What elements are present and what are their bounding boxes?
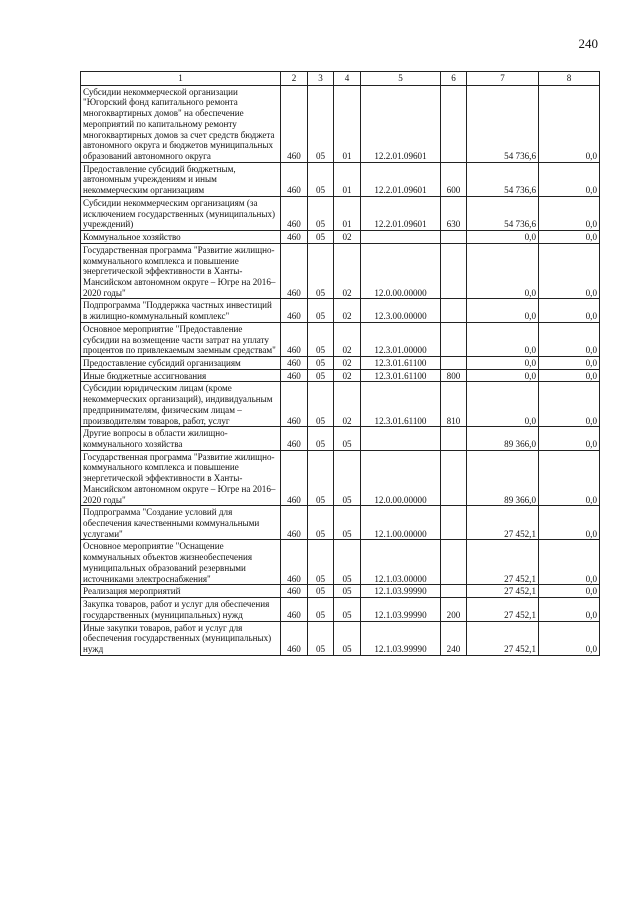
row-name-cell: Основное мероприятие "Предоставление субсидии на возмещение части затрат на уплату процентов по привлекаемым заемным средствам"	[81, 322, 281, 356]
column-header-8: 8	[539, 72, 600, 86]
subsection-cell: 05	[334, 540, 361, 585]
target-article-cell: 12.0.00.00000	[361, 243, 441, 299]
section-cell: 05	[308, 540, 334, 585]
target-article-cell: 12.2.01.09601	[361, 162, 441, 196]
amount-alt-cell: 0,0	[539, 231, 600, 244]
amount-alt-cell: 0,0	[539, 162, 600, 196]
target-article-cell: 12.3.01.61100	[361, 382, 441, 427]
expense-type-cell	[441, 540, 467, 585]
expense-type-cell: 810	[441, 382, 467, 427]
row-name-cell: Иные бюджетные ассигнования	[81, 369, 281, 382]
expense-type-cell	[441, 356, 467, 369]
admin-code-cell: 460	[281, 85, 308, 162]
amount-alt-cell: 0,0	[539, 382, 600, 427]
admin-code-cell: 460	[281, 598, 308, 621]
row-name-cell: Субсидии некоммерческой организации "Югорский фонд капитального ремонта многоквартирных домов" на обеспечение мероприятий по капитальному ремонту многоквартирных домов за счет средств бюджета автономного округа и бюджетов муниципальных образований автономного округа	[81, 85, 281, 162]
table-row	[81, 506, 600, 540]
amount-cell: 27 452,1	[467, 506, 539, 540]
admin-code-cell: 460	[281, 506, 308, 540]
subsection-cell: 05	[334, 506, 361, 540]
admin-code-cell: 460	[281, 369, 308, 382]
target-article-cell: 12.2.01.09601	[361, 85, 441, 162]
expense-type-cell	[441, 585, 467, 598]
target-article-cell: 12.1.00.00000	[361, 506, 441, 540]
amount-alt-cell: 0,0	[539, 196, 600, 230]
table-row	[81, 540, 600, 585]
target-article-cell: 12.1.03.99990	[361, 598, 441, 621]
table-header-row	[81, 72, 600, 86]
section-cell: 05	[308, 299, 334, 322]
admin-code-cell: 460	[281, 196, 308, 230]
column-header-5: 5	[361, 72, 441, 86]
row-name-cell: Иные закупки товаров, работ и услуг для обеспечения государственных (муниципальных) нужд	[81, 621, 281, 655]
amount-cell: 54 736,6	[467, 162, 539, 196]
amount-cell: 27 452,1	[467, 585, 539, 598]
row-name-cell: Основное мероприятие "Оснащение коммунальных объектов жизнеобеспечения муниципальных образований резервными источниками электроснабжения"	[81, 540, 281, 585]
row-name-cell: Подпрограмма "Создание условий для обеспечения качественными коммунальными услугами"	[81, 506, 281, 540]
section-cell: 05	[308, 598, 334, 621]
admin-code-cell: 460	[281, 382, 308, 427]
expense-type-cell: 200	[441, 598, 467, 621]
table-row	[81, 450, 600, 506]
row-name-cell: Государственная программа "Развитие жилищно-коммунального комплекса и повышение энергетической эффективности в Ханты-Мансийском автономном округе – Югре на 2016–2020 годы"	[81, 243, 281, 299]
section-cell: 05	[308, 450, 334, 506]
subsection-cell: 05	[334, 450, 361, 506]
amount-alt-cell: 0,0	[539, 598, 600, 621]
target-article-cell: 12.2.01.09601	[361, 196, 441, 230]
row-name-cell: Предоставление субсидий организациям	[81, 356, 281, 369]
table-row	[81, 598, 600, 621]
table-row	[81, 621, 600, 655]
table-body	[81, 85, 600, 655]
page-number: 240	[578, 36, 598, 51]
amount-cell: 0,0	[467, 356, 539, 369]
row-name-cell: Предоставление субсидий бюджетным, автономным учреждениям и иным некоммерческим организациям	[81, 162, 281, 196]
expense-type-cell	[441, 85, 467, 162]
section-cell: 05	[308, 621, 334, 655]
expense-type-cell	[441, 450, 467, 506]
subsection-cell: 02	[334, 356, 361, 369]
amount-alt-cell: 0,0	[539, 369, 600, 382]
table-row	[81, 162, 600, 196]
table-row	[81, 85, 600, 162]
section-cell: 05	[308, 85, 334, 162]
admin-code-cell: 460	[281, 243, 308, 299]
column-header-2: 2	[281, 72, 308, 86]
section-cell: 05	[308, 231, 334, 244]
row-name-cell: Подпрограмма "Поддержка частных инвестиций в жилищно-коммунальный комплекс"	[81, 299, 281, 322]
table-row	[81, 369, 600, 382]
target-article-cell: 12.3.01.00000	[361, 322, 441, 356]
expense-type-cell	[441, 243, 467, 299]
column-header-4: 4	[334, 72, 361, 86]
row-name-cell: Государственная программа "Развитие жилищно-коммунального комплекса и повышение энергетической эффективности в Ханты-Мансийском автономном округе – Югре на 2016–2020 годы"	[81, 450, 281, 506]
table-row	[81, 356, 600, 369]
table-row	[81, 427, 600, 450]
subsection-cell: 01	[334, 85, 361, 162]
amount-cell: 54 736,6	[467, 85, 539, 162]
amount-alt-cell: 0,0	[539, 243, 600, 299]
subsection-cell: 02	[334, 243, 361, 299]
amount-alt-cell: 0,0	[539, 356, 600, 369]
amount-cell: 89 366,0	[467, 450, 539, 506]
target-article-cell: 12.1.03.99990	[361, 585, 441, 598]
row-name-cell: Субсидии юридическим лицам (кроме некоммерческих организаций), индивидуальным предпринимателям, физическим лицам – производителям товаров, работ, услуг	[81, 382, 281, 427]
admin-code-cell: 460	[281, 299, 308, 322]
amount-cell: 0,0	[467, 369, 539, 382]
budget-table	[80, 71, 600, 656]
expense-type-cell: 800	[441, 369, 467, 382]
admin-code-cell: 460	[281, 450, 308, 506]
amount-cell: 0,0	[467, 231, 539, 244]
amount-cell: 27 452,1	[467, 621, 539, 655]
subsection-cell: 01	[334, 162, 361, 196]
target-article-cell: 12.1.03.99990	[361, 621, 441, 655]
admin-code-cell: 460	[281, 322, 308, 356]
amount-alt-cell: 0,0	[539, 506, 600, 540]
subsection-cell: 02	[334, 322, 361, 356]
subsection-cell: 05	[334, 598, 361, 621]
subsection-cell: 05	[334, 621, 361, 655]
amount-cell: 0,0	[467, 322, 539, 356]
amount-cell: 0,0	[467, 382, 539, 427]
subsection-cell: 05	[334, 585, 361, 598]
amount-alt-cell: 0,0	[539, 450, 600, 506]
expense-type-cell	[441, 322, 467, 356]
column-header-6: 6	[441, 72, 467, 86]
expense-type-cell	[441, 506, 467, 540]
section-cell: 05	[308, 506, 334, 540]
column-header-3: 3	[308, 72, 334, 86]
amount-alt-cell: 0,0	[539, 621, 600, 655]
column-header-7: 7	[467, 72, 539, 86]
admin-code-cell: 460	[281, 540, 308, 585]
amount-cell: 89 366,0	[467, 427, 539, 450]
section-cell: 05	[308, 322, 334, 356]
subsection-cell: 01	[334, 196, 361, 230]
expense-type-cell	[441, 231, 467, 244]
row-name-cell: Субсидии некоммерческим организациям (за исключением государственных (муниципальных) учреждений)	[81, 196, 281, 230]
amount-cell: 27 452,1	[467, 540, 539, 585]
target-article-cell: 12.3.01.61100	[361, 369, 441, 382]
expense-type-cell	[441, 299, 467, 322]
table-row	[81, 196, 600, 230]
table-row	[81, 322, 600, 356]
table-row	[81, 299, 600, 322]
target-article-cell	[361, 427, 441, 450]
row-name-cell: Реализация мероприятий	[81, 585, 281, 598]
admin-code-cell: 460	[281, 231, 308, 244]
section-cell: 05	[308, 356, 334, 369]
amount-alt-cell: 0,0	[539, 299, 600, 322]
row-name-cell: Другие вопросы в области жилищно-коммунального хозяйства	[81, 427, 281, 450]
amount-alt-cell: 0,0	[539, 85, 600, 162]
amount-alt-cell: 0,0	[539, 322, 600, 356]
expense-type-cell	[441, 427, 467, 450]
expense-type-cell: 240	[441, 621, 467, 655]
subsection-cell: 02	[334, 369, 361, 382]
section-cell: 05	[308, 196, 334, 230]
section-cell: 05	[308, 369, 334, 382]
subsection-cell: 02	[334, 299, 361, 322]
admin-code-cell: 460	[281, 162, 308, 196]
amount-alt-cell: 0,0	[539, 427, 600, 450]
amount-alt-cell: 0,0	[539, 540, 600, 585]
admin-code-cell: 460	[281, 427, 308, 450]
target-article-cell: 12.1.03.00000	[361, 540, 441, 585]
section-cell: 05	[308, 162, 334, 196]
table-row	[81, 382, 600, 427]
subsection-cell: 05	[334, 427, 361, 450]
expense-type-cell: 630	[441, 196, 467, 230]
amount-cell: 0,0	[467, 299, 539, 322]
table-row	[81, 231, 600, 244]
subsection-cell: 02	[334, 382, 361, 427]
row-name-cell: Коммунальное хозяйство	[81, 231, 281, 244]
target-article-cell	[361, 231, 441, 244]
table-row	[81, 585, 600, 598]
section-cell: 05	[308, 427, 334, 450]
amount-cell: 27 452,1	[467, 598, 539, 621]
column-header-1: 1	[81, 72, 281, 86]
section-cell: 05	[308, 243, 334, 299]
amount-cell: 0,0	[467, 243, 539, 299]
admin-code-cell: 460	[281, 356, 308, 369]
section-cell: 05	[308, 382, 334, 427]
table-row	[81, 243, 600, 299]
section-cell: 05	[308, 585, 334, 598]
admin-code-cell: 460	[281, 621, 308, 655]
expense-type-cell: 600	[441, 162, 467, 196]
target-article-cell: 12.3.01.61100	[361, 356, 441, 369]
amount-cell: 54 736,6	[467, 196, 539, 230]
target-article-cell: 12.0.00.00000	[361, 450, 441, 506]
row-name-cell: Закупка товаров, работ и услуг для обеспечения государственных (муниципальных) нужд	[81, 598, 281, 621]
amount-alt-cell: 0,0	[539, 585, 600, 598]
admin-code-cell: 460	[281, 585, 308, 598]
target-article-cell: 12.3.00.00000	[361, 299, 441, 322]
subsection-cell: 02	[334, 231, 361, 244]
